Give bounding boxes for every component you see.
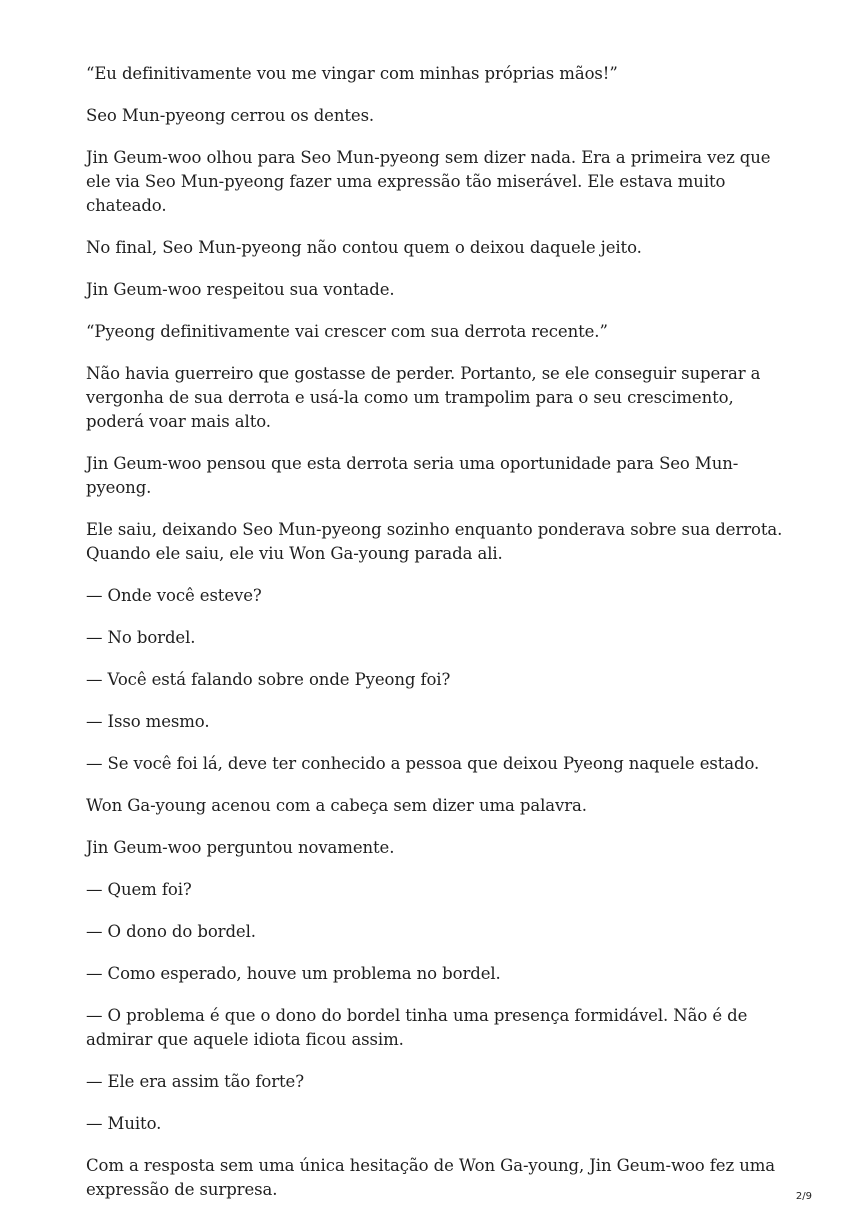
paragraph: No final, Seo Mun-pyeong não contou quem o deixou daquele jeito. xyxy=(86,238,642,257)
paragraph: Jin Geum-woo pensou que esta derrota seria uma oportunidade para Seo Mun-pyeong. xyxy=(86,454,739,497)
paragraph: Seo Mun-pyeong cerrou os dentes. xyxy=(86,106,375,125)
paragraph: Jin Geum-woo olhou para Seo Mun-pyeong sem dizer nada. Era a primeira vez que ele via Seo Mun-pyeong fazer uma expressão tão miserável. Ele estava muito chateado. xyxy=(86,148,771,215)
paragraph: Jin Geum-woo respeitou sua vontade. xyxy=(86,280,395,299)
dialogue-line: — Isso mesmo. xyxy=(86,712,210,731)
paragraph: “Eu definitivamente vou me vingar com minhas próprias mãos!” xyxy=(86,64,618,83)
paragraph: Com a resposta sem uma única hesitação de Won Ga-young, Jin Geum-woo fez uma expressão de surpresa. xyxy=(86,1156,776,1199)
dialogue-line: — Onde você esteve? xyxy=(86,586,262,605)
dialogue-line: — Se você foi lá, deve ter conhecido a pessoa que deixou Pyeong naquele estado. xyxy=(86,754,760,773)
paragraph: Jin Geum-woo perguntou novamente. xyxy=(86,838,395,857)
dialogue-line: — O problema é que o dono do bordel tinha uma presença formidável. Não é de admirar que aquele idiota ficou assim. xyxy=(86,1006,748,1049)
document-body xyxy=(86,62,786,1220)
paragraph: Ele saiu, deixando Seo Mun-pyeong sozinho enquanto ponderava sobre sua derrota. Quando ele saiu, ele viu Won Ga-young parada ali. xyxy=(86,520,783,563)
dialogue-line: — Muito. xyxy=(86,1114,162,1133)
page-number: 2/9 xyxy=(795,1191,812,1202)
dialogue-line: — Você está falando sobre onde Pyeong foi? xyxy=(86,670,451,689)
dialogue-line: — No bordel. xyxy=(86,628,196,647)
paragraph: “Pyeong definitivamente vai crescer com sua derrota recente.” xyxy=(86,322,608,341)
dialogue-line: — Ele era assim tão forte? xyxy=(86,1072,304,1091)
paragraph: Não havia guerreiro que gostasse de perder. Portanto, se ele conseguir superar a vergonha de sua derrota e usá-la como um trampolim para o seu crescimento, poderá voar mais alto. xyxy=(86,364,761,431)
dialogue-line: — O dono do bordel. xyxy=(86,922,256,941)
dialogue-line: — Quem foi? xyxy=(86,880,192,899)
dialogue-line: — Como esperado, houve um problema no bordel. xyxy=(86,964,501,983)
paragraph: Won Ga-young acenou com a cabeça sem dizer uma palavra. xyxy=(86,796,587,815)
